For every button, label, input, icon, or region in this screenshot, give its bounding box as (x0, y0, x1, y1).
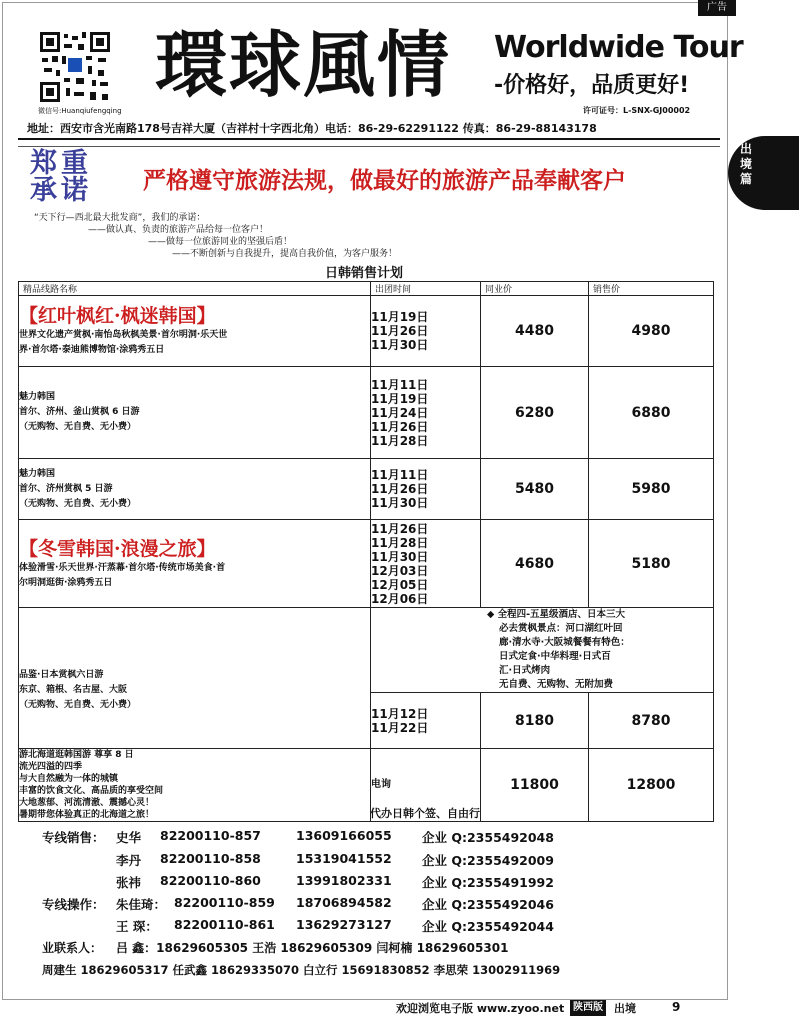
contact-tel[interactable]: 82200110-858 (160, 851, 261, 866)
trade-price: 6280 (481, 367, 589, 459)
contact-qq[interactable]: 企业 Q:2355491992 (422, 875, 554, 890)
ops-label: 专线操作： (42, 897, 105, 912)
route-cell (19, 367, 371, 459)
date: 11月30日 (371, 496, 429, 510)
date: 11月12日 (371, 706, 429, 721)
contact-name: 张祎 (116, 875, 142, 890)
route-red-title: 【冬雪韩国·浪漫之旅】 (19, 537, 216, 560)
route-cell (19, 608, 371, 749)
date: 11月30日 (371, 549, 429, 564)
route-desc: 暑期带您体验真正的北海道之旅！ (19, 810, 155, 820)
date: 12月03日 (371, 563, 429, 578)
contact-mobile[interactable]: 18706894582 (296, 895, 392, 910)
contact-mobile[interactable]: 13609166055 (296, 828, 392, 843)
contact-name: 王 琛： (116, 919, 158, 934)
slogan: -价格好，品质更好! (494, 73, 690, 98)
promise-line: “天下行—西北最大批发商”，我们的承诺： (34, 213, 206, 223)
route-desc: 东京、箱根、名古屋、大阪 (19, 685, 128, 695)
date: 11月30日 (371, 338, 429, 352)
trade-price: 4480 (481, 296, 589, 367)
dates-cell (371, 367, 481, 459)
date: 11月28日 (371, 535, 429, 550)
biz-contacts: 周建生 18629605317 任武鑫 18629335070 白立行 15691830852 李思荣 13002911969 (42, 963, 561, 977)
route-desc: 大地葱郁、河流清澈、震撼心灵！ (19, 798, 155, 808)
table-row (19, 367, 714, 459)
column-header: 同业价 (481, 282, 589, 296)
date: 11月26日 (371, 324, 429, 338)
route-desc: （无购物、无自费、无小费） (19, 498, 137, 509)
route-desc: （无购物、无自费、无小费） (19, 422, 137, 432)
page-number: 9 (672, 1000, 681, 1014)
column-header: 精品线路名称 (19, 282, 371, 296)
contact-mobile[interactable]: 13629273127 (296, 917, 392, 932)
dates-cell: 电询 (371, 749, 481, 822)
contact-tel[interactable]: 82200110-857 (160, 828, 261, 843)
contact-tel[interactable]: 82200110-860 (160, 873, 261, 888)
date: 11月26日 (371, 521, 429, 536)
table-row (19, 608, 714, 693)
retail-price: 8780 (589, 693, 714, 749)
feature-line: 汇·日式烤肉 (499, 665, 551, 676)
footer-link[interactable]: 欢迎浏览电子版 www.zyoo.net (396, 1002, 565, 1015)
date: 11月11日 (371, 468, 429, 482)
feature-line: 无自费、无购物、无附加费 (499, 679, 614, 690)
section-tab[interactable] (728, 136, 799, 210)
date: 11月19日 (371, 391, 429, 406)
route-desc: 与大自然融为一体的城镇 (19, 774, 119, 784)
route-desc: 流光四溢的四季 (19, 762, 83, 772)
route-desc: 魅力韩国 (19, 468, 56, 479)
date: 11月26日 (371, 482, 429, 496)
divider (18, 146, 720, 147)
route-cell (19, 749, 371, 822)
route-desc: 体验滑雪·乐天世界·汗蒸幕·首尔塔·传统市场美食·首 (19, 562, 226, 573)
contact-qq[interactable]: 企业 Q:2355492044 (422, 919, 554, 934)
route-desc: 魅力韩国 (19, 392, 56, 402)
brand-logo: 環球風情 (155, 22, 452, 107)
sales-label: 专线销售： (42, 830, 105, 845)
dates-cell (371, 296, 481, 367)
retail-price: 12800 (589, 749, 714, 822)
route-desc: 界·首尔塔·泰迪熊博物馆·涂鸦秀五日 (19, 345, 165, 355)
feature-line: 日式定食·中华料理·日式百 (499, 651, 611, 662)
route-desc: （无购物、无自费、无小费） (19, 700, 137, 710)
route-desc: 丰富的饮食文化、高品质的享受空间 (19, 786, 164, 796)
promise-line: ——不断创新与自我提升，提高自我价值，为客户服务！ (172, 249, 398, 259)
table-row (19, 520, 714, 608)
visa-title: 代办日韩个签、自由行 (370, 807, 480, 820)
feature-line: 必去赏枫景点：河口湖红叶回 (499, 623, 623, 634)
contact-tel[interactable]: 82200110-861 (174, 917, 275, 932)
contact-tel[interactable]: 82200110-859 (174, 895, 275, 910)
trade-price: 5480 (481, 459, 589, 520)
qr-code[interactable] (38, 30, 112, 104)
route-desc: 游北海道逛韩国游 尊享 8 日 (19, 750, 134, 760)
contact-qq[interactable]: 企业 Q:2355492046 (422, 897, 554, 912)
license-number: 许可证号：L-SNX-GJ00002 (583, 106, 691, 115)
feature-line: ◆ 全程四-五星级酒店、日本三大 (487, 609, 626, 620)
table-row (19, 296, 714, 367)
route-desc: 首尔、济州、釜山赏枫 6 日游 (19, 407, 140, 417)
date: 11月28日 (371, 433, 429, 448)
motto: 严格遵守旅游法规，做最好的旅游产品奉献客户 (143, 167, 626, 194)
footer-section: 出境 (614, 1002, 636, 1015)
contact-mobile[interactable]: 15319041552 (296, 851, 392, 866)
retail-price: 6880 (589, 367, 714, 459)
trade-price: 8180 (481, 693, 589, 749)
column-header: 销售价 (589, 282, 714, 296)
features-cell (371, 608, 714, 693)
contact-name: 史华 (116, 830, 142, 845)
promise-line: ——做认真、负责的旅游产品给每一位客户！ (88, 225, 269, 235)
route-cell (19, 459, 371, 520)
route-red-title: 【红叶枫红·枫迷韩国】 (19, 305, 216, 327)
table-row (19, 749, 714, 822)
promise-line: ——做每一位旅游同业的坚强后盾！ (148, 237, 293, 247)
date: 11月11日 (371, 377, 429, 392)
biz-label: 业联系人： (42, 941, 103, 955)
dates-cell (371, 520, 481, 608)
route-desc: 品鉴·日本赏枫六日游 (19, 670, 104, 680)
english-brand: Worldwide Tour (494, 30, 743, 65)
route-cell (19, 296, 371, 367)
trade-price: 4680 (481, 520, 589, 608)
date: 11月26日 (371, 419, 429, 434)
column-header: 出团时间 (371, 282, 481, 296)
section-tab-label: 出境篇 (740, 142, 753, 186)
route-desc: 世界文化遗产赏枫·南怡岛秋枫美景·首尔明洞·乐天世 (19, 330, 228, 340)
table-header (19, 282, 714, 296)
date: 11月19日 (371, 310, 429, 324)
date: 11月22日 (371, 720, 429, 735)
dates-cell (371, 693, 481, 749)
table-row (19, 459, 714, 520)
promise-title-line: 承诺 (30, 175, 92, 206)
feature-line: 廊·清水寺·大阪城餐餐有特色： (499, 637, 630, 648)
wechat-id: 微信号:Huanqiufengqing (38, 107, 122, 115)
retail-price: 4980 (589, 296, 714, 367)
plan-title: 日韩销售计划 (324, 266, 403, 281)
route-cell (19, 520, 371, 608)
date: 12月05日 (371, 577, 429, 592)
retail-price: 5980 (589, 459, 714, 520)
dates-cell (371, 459, 481, 520)
contact-name: 朱佳琦： (116, 897, 167, 912)
promise-title (30, 150, 140, 204)
date: 12月06日 (371, 591, 429, 606)
biz-contacts: 吕 鑫：18629605305 王浩 18629605309 闫柯楠 18629605301 (116, 941, 509, 955)
route-desc: 首尔、济州赏枫 5 日游 (19, 483, 113, 494)
edition-badge: 陕西版 (570, 1000, 606, 1016)
sales-plan-table (18, 281, 714, 822)
trade-price: 11800 (481, 749, 589, 822)
contact-name: 李丹 (116, 853, 142, 868)
route-desc: 尔明洞逛街·涂鸦秀五日 (19, 577, 113, 588)
promise-title-line: 郑重 (30, 148, 92, 179)
contact-qq[interactable]: 企业 Q:2355492048 (422, 830, 554, 845)
date: 11月24日 (371, 405, 429, 420)
contact-qq[interactable]: 企业 Q:2355492009 (422, 853, 554, 868)
retail-price: 5180 (589, 520, 714, 608)
address-line: 地址：西安市含光南路178号吉祥大厦（吉祥村十字西北角）电话：86-29-62291122 传真：86-29-88143178 (27, 122, 597, 135)
contact-mobile[interactable]: 13991802331 (296, 873, 392, 888)
divider (18, 138, 720, 140)
ad-label: 广告 (698, 0, 736, 16)
